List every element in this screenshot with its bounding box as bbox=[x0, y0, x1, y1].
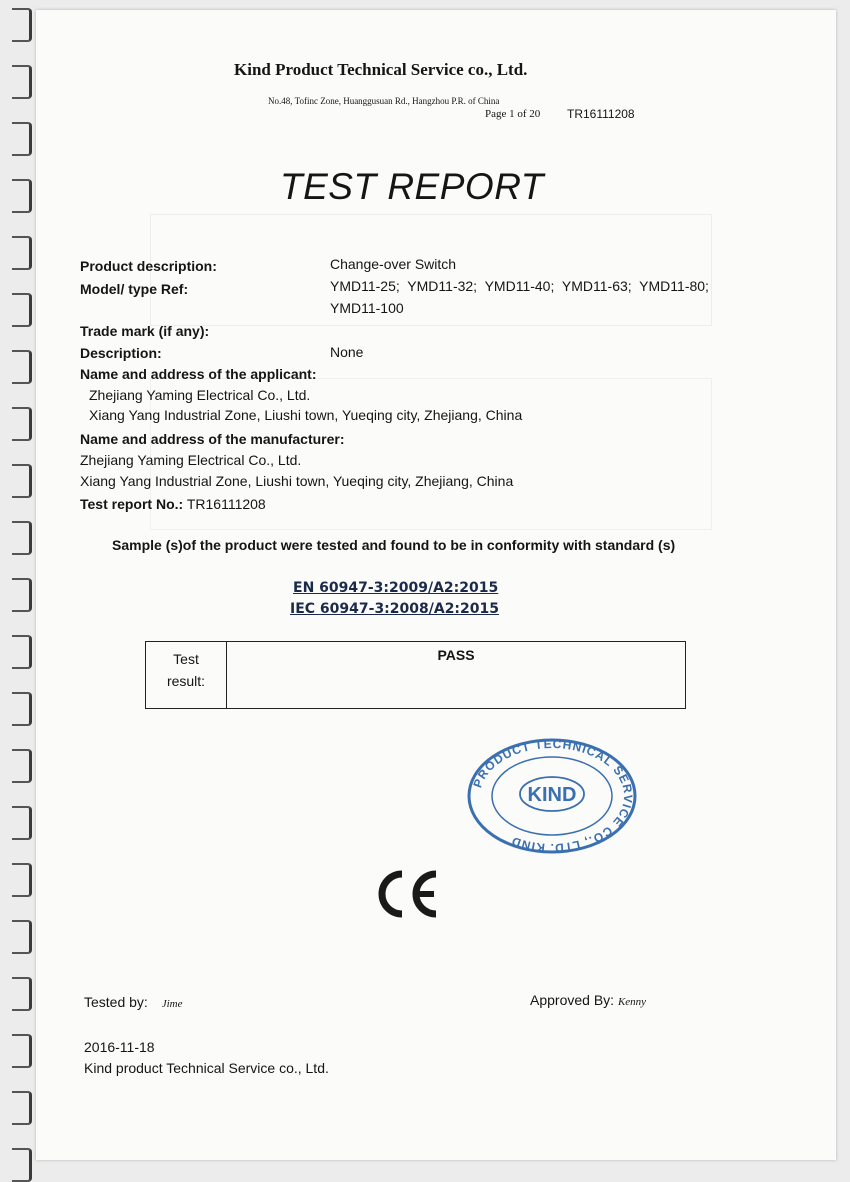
product-description-value: Change-over Switch bbox=[330, 256, 457, 272]
page-number: Page 1 of 20 bbox=[485, 108, 541, 120]
test-result-value: PASS bbox=[437, 647, 475, 663]
conformity-statement: Sample (s)of the product were tested and found to be in conformity with standard (s) bbox=[112, 537, 676, 553]
report-no-label: Test report No.: bbox=[80, 496, 184, 512]
binder-ring bbox=[12, 920, 32, 954]
binder-ring bbox=[12, 65, 32, 99]
applicant-label: Name and address of the applicant: bbox=[80, 366, 317, 382]
header-report-ref: TR16111208 bbox=[567, 107, 635, 121]
tested-by-row bbox=[84, 994, 182, 1010]
trademark-label: Trade mark (if any): bbox=[80, 323, 210, 339]
binder-ring bbox=[12, 1034, 32, 1068]
description-value: None bbox=[330, 344, 364, 360]
ce-mark-icon bbox=[372, 868, 444, 920]
binder-ring bbox=[12, 293, 32, 327]
manufacturer-name: Zhejiang Yaming Electrical Co., Ltd. bbox=[80, 452, 302, 468]
binder-ring bbox=[12, 407, 32, 441]
description-label: Description: bbox=[80, 345, 162, 361]
binder-ring bbox=[12, 977, 32, 1011]
applicant-name: Zhejiang Yaming Electrical Co., Ltd. bbox=[89, 387, 311, 403]
test-result-table bbox=[145, 641, 686, 709]
approved-by-row bbox=[530, 992, 646, 1008]
binder-ring bbox=[12, 179, 32, 213]
binder-ring bbox=[12, 863, 32, 897]
svg-text:KIND: KIND bbox=[527, 784, 577, 806]
binder-ring bbox=[12, 521, 32, 555]
binder-ring bbox=[12, 749, 32, 783]
binder-ring bbox=[12, 692, 32, 726]
binder-ring bbox=[12, 464, 32, 498]
approved-by-signature: Kenny bbox=[617, 996, 647, 1008]
binder-ring bbox=[12, 1091, 32, 1125]
binder-rings bbox=[0, 0, 40, 1169]
manufacturer-address: Xiang Yang Industrial Zone, Liushi town, Yueqing city, Zhejiang, China bbox=[80, 473, 514, 489]
company-address: No.48, Tofinc Zone, Huanggusuan Rd., Hangzhou P.R. of China bbox=[268, 96, 500, 106]
test-result-label-line2: result: bbox=[166, 673, 206, 689]
manufacturer-label: Name and address of the manufacturer: bbox=[80, 431, 345, 447]
binder-ring bbox=[12, 578, 32, 612]
tested-by-signature: Jime bbox=[161, 998, 183, 1010]
test-result-label bbox=[146, 648, 226, 692]
report-no-value: TR16111208 bbox=[186, 496, 266, 512]
standard-en: EN 60947-3:2009/A2:2015 bbox=[293, 580, 499, 596]
footer-company: Kind product Technical Service co., Ltd. bbox=[84, 1060, 329, 1076]
tested-by-label: Tested by: bbox=[84, 994, 148, 1010]
binder-ring bbox=[12, 236, 32, 270]
binder-ring bbox=[12, 350, 32, 384]
binder-ring bbox=[12, 635, 32, 669]
company-title: Kind Product Technical Service co., Ltd. bbox=[234, 60, 528, 79]
model-value-line1: YMD11-25; YMD11-32; YMD11-40; YMD11-63; YMD11-80; bbox=[330, 278, 709, 294]
approved-by-label: Approved By: bbox=[530, 992, 615, 1008]
binder-ring bbox=[12, 122, 32, 156]
standard-iec: IEC 60947-3:2008/A2:2015 bbox=[290, 601, 499, 617]
applicant-address: Xiang Yang Industrial Zone, Liushi town, Yueqing city, Zhejiang, China bbox=[89, 407, 523, 423]
report-no-row bbox=[80, 496, 266, 512]
company-stamp bbox=[462, 736, 642, 866]
product-description-label: Product description: bbox=[80, 258, 217, 274]
binder-ring bbox=[12, 8, 32, 42]
svg-text:PRODUCT TECHNICAL SERVICE CO.,: PRODUCT TECHNICAL SERVICE CO., LTD. KIND bbox=[470, 736, 636, 856]
stamp-seal-icon bbox=[462, 736, 642, 861]
ce-mark bbox=[372, 868, 444, 925]
test-result-label-line1: Test bbox=[173, 651, 199, 667]
report-date: 2016-11-18 bbox=[84, 1039, 155, 1055]
binder-ring bbox=[12, 806, 32, 840]
model-label: Model/ type Ref: bbox=[80, 281, 189, 297]
report-title: TEST REPORT bbox=[280, 166, 544, 207]
model-value-line2: YMD11-100 bbox=[330, 300, 404, 316]
binder-ring bbox=[12, 1148, 32, 1182]
